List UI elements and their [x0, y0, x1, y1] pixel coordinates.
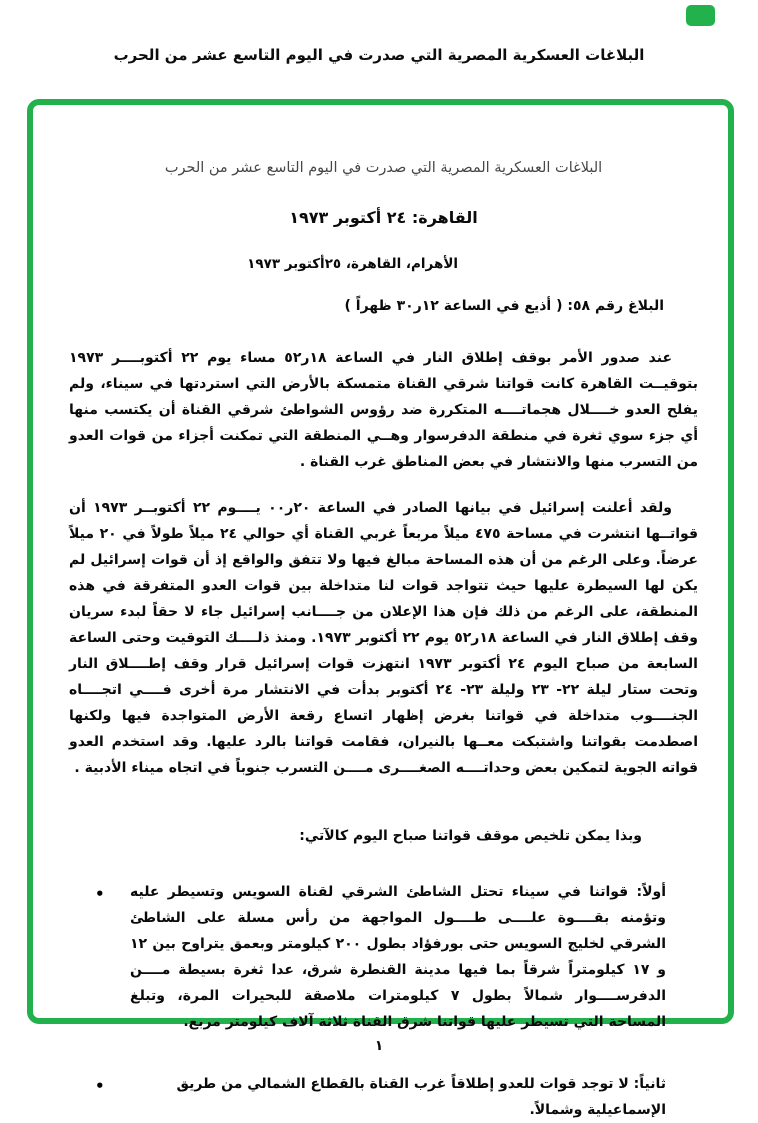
green-marker-chip [686, 5, 715, 26]
list-item-text: أولاً: قواتنا في سيناء تحتل الشاطئ الشرقي لقناة السويس وتسيطر عليه وتؤمنه بقــــوة علــــى طــــول المواجهة من رأس مسلة على الشاطئ الشرقي لخليج السويس حتى بورفؤاد بطول ٢٠٠ كيلومتر وبعمق يتراوح بين ١٢ و ١٧ كيلومتراً شرقاً بما فيها مدينة القنطرة شرق، عدا ثغرة بسيطة مــــن الدفرســــوار شمالاً بطول ٧ كيلومترات ملاصقة للبحيرات المرة، وتبلغ المساحة التي تسيطر عليها قواتنا شرق القناة ثلاثة آلاف كيلومتر مربع. [130, 884, 666, 1030]
list-item-first [69, 879, 666, 1035]
summary-intro-line: وبذا يمكن تلخيص موقف قواتنا صباح اليوم كالآتي: [299, 828, 642, 844]
source-line: الأهرام، القاهرة، ٢٥أكتوبر ١٩٧٣ [247, 256, 458, 272]
page-header-title: البلاغات العسكرية المصرية التي صدرت في اليوم التاسع عشر من الحرب [113, 46, 645, 64]
communique-number-line: البلاغ رقم ٥٨: ( أذيع في الساعة ١٢ر٣٠ ظهراً ) [344, 298, 664, 314]
green-annotation-frame [27, 99, 734, 1118]
bullet-icon: • [95, 1077, 105, 1095]
paragraph: ولقد أعلنت إسرائيل في بيانها الصادر في الساعة ٢٠ر٠٠ يــــوم ٢٢ أكتوبــر ١٩٧٣ أن قواتــها انتشرت في مساحة ٤٧٥ ميلاً مربعاً غربي القناة أي حوالي ٢٤ ميلاً طولاً في ٢٠ ميلاً عرضاً. وعلى الرغم من أن هذه المساحة مبالغ فيها ولا تتفق والواقع إذ أن قوات إسرائيل لم يكن لها السيطرة عليها حيث تتواجد قوات لنا متداخلة بين قوات العدو المتفرقة في هذه المنطقة، على الرغم من ذلك فإن هذا الإعلان من جــــانب إسرائيل جاء لا حقاً لبدء سريان وقف إطلاق النار في الساعة ١٨ر٥٢ يوم ٢٢ أكتوبر ١٩٧٣. ومنذ ذلــــك التوقيت وحتى الساعة السابعة من صباح اليوم ٢٤ أكتوبر ١٩٧٣ انتهزت قوات إسرائيل قرار وقف إطــــلاق النار وتحت ستار ليلة ٢٢- ٢٣ وليلة ٢٣- ٢٤ أكتوبر بدأت في الانتشار مرة أخرى فــــي اتجــــاه الجنــــوب متداخلة في قواتنا بغرض إظهار اتساع رقعة الأرض المتواجدة فيها ولكنها اصطدمت بقواتنا واشتبكت معــها بالنيران، فقامت قواتنا بالرد عليها. وقد استخدم العدو قواته الجوية لتمكين بعض وحداتــــه الصغــــرى مــــن التسرب جنوباً في اتجاه ميناء الأدبية . [69, 500, 699, 776]
document-title: البلاغات العسكرية المصرية التي صدرت في اليوم التاسع عشر من الحرب [164, 160, 603, 176]
list-item-text: ثانياً: لا توجد قوات للعدو إطلاقاً غرب القناة بالقطاع الشمالي من طريق الإسماعيلية وشمالاً. [176, 1076, 666, 1118]
document-body [33, 105, 728, 1118]
page-number: ١ [374, 1038, 384, 1054]
dateline: القاهرة: ٢٤ أكتوبر ١٩٧٣ [289, 208, 478, 227]
bullet-icon: • [95, 885, 105, 903]
paragraph: عند صدور الأمر بوقف إطلاق النار في الساعة ١٨ر٥٢ مساء يوم ٢٢ أكتوبــــر ١٩٧٣ بتوقيــت القاهرة كانت قواتنا شرقي القناة متمسكة بالأرض التي استردتها في سيناء، ولم يفلح العدو خــــلال هجماتــــه المتكررة ضد رؤوس الشواطئ شرقي القناة أن يكتسب منها أي جزء سوي ثغرة في منطقة الدفرسوار وهــي المنطقة التي تمكنت أجزاء من قوات العدو من التسرب منها والانتشار في بعض المناطق غرب القناة . [69, 350, 698, 470]
list-item-second [69, 1071, 666, 1123]
